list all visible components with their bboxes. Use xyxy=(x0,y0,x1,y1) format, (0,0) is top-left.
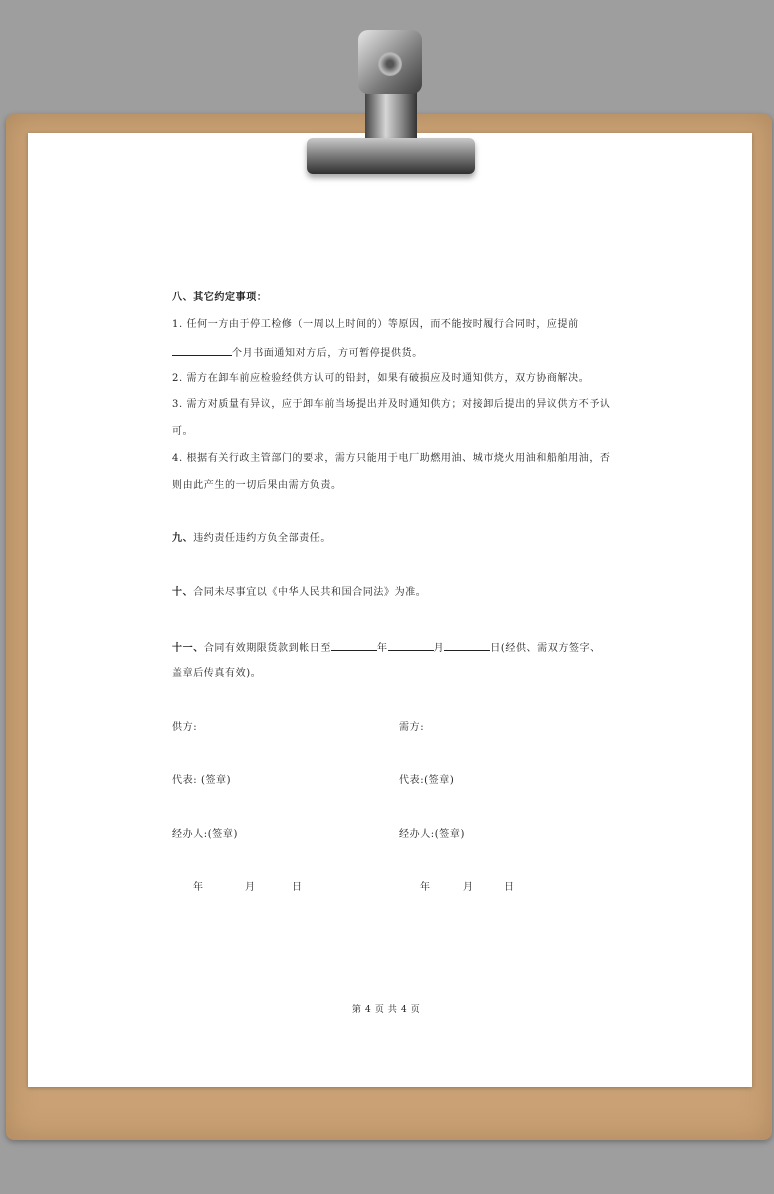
date-right-year: 年 xyxy=(420,882,431,893)
month-label: 月 xyxy=(433,643,445,654)
section8-item3-line1: 3. 需方对质量有异议，应于卸车前当场提出并及时通知供方；对接卸后提出的异议供方不予认 xyxy=(172,399,611,410)
section9-text: 违约责任违约方负全部责任。 xyxy=(193,533,332,544)
section8-item4-line2: 则由此产生的一切后果由需方负责。 xyxy=(172,480,342,491)
section10-heading: 十、 xyxy=(172,587,194,598)
section8-item3-line2: 可。 xyxy=(172,426,194,437)
section11-line2: 盖章后传真有效)。 xyxy=(172,668,262,679)
page-number: 第 4 页 共 4 页 xyxy=(352,1005,421,1015)
section9-heading: 九、 xyxy=(172,533,194,544)
section10-text: 合同未尽事宜以《中华人民共和国合同法》为准。 xyxy=(193,587,427,598)
section8-item4-line1: 4. 根据有关行政主管部门的要求，需方只能用于电厂助燃用油、城市烧火用油和船舶用油，否 xyxy=(172,453,611,464)
clip-stem xyxy=(365,86,417,146)
supplier-label: 供方: xyxy=(172,722,198,733)
clip-ring xyxy=(358,30,422,94)
section9 xyxy=(172,533,331,545)
day-blank xyxy=(444,641,490,651)
date-left-day: 日 xyxy=(292,882,303,893)
document-page xyxy=(28,133,752,1087)
months-blank xyxy=(172,346,232,356)
date-left-year: 年 xyxy=(193,882,204,893)
date-left-month: 月 xyxy=(245,882,256,893)
section11-text: 合同有效期限货款到帐日至 xyxy=(203,643,332,654)
handler-left: 经办人:(签章) xyxy=(172,829,238,840)
section11-note: (经供、需双方签字、 xyxy=(500,643,601,654)
day-label: 日 xyxy=(490,643,501,654)
section8-item1-line1: 1. 任何一方由于停工检修（一周以上时间的）等原因，而不能按时履行合同时，应提前 xyxy=(172,319,579,330)
year-label: 年 xyxy=(377,643,388,654)
section8-item2: 2. 需方在卸车前应检验经供方认可的铅封，如果有破损应及时通知供方，双方协商解决。 xyxy=(172,373,590,384)
clip-base xyxy=(307,138,475,174)
section8-heading: 八、其它约定事项： xyxy=(172,292,268,303)
section11-heading: 十一、 xyxy=(172,643,204,654)
clip-ring-hole xyxy=(378,52,402,76)
rep-left: 代表: (签章) xyxy=(172,775,232,786)
section10 xyxy=(172,587,426,599)
item1-line2-text: 个月书面通知对方后，方可暂停提供货。 xyxy=(232,348,423,359)
month-blank xyxy=(388,641,434,651)
rep-right: 代表:(签章) xyxy=(399,775,455,786)
date-right-day: 日 xyxy=(504,882,515,893)
buyer-label: 需方: xyxy=(399,722,425,733)
section8-item1-line2 xyxy=(172,346,423,360)
year-blank xyxy=(331,641,377,651)
section11-line1 xyxy=(172,641,601,655)
date-right-month: 月 xyxy=(463,882,474,893)
handler-right: 经办人:(签章) xyxy=(399,829,465,840)
